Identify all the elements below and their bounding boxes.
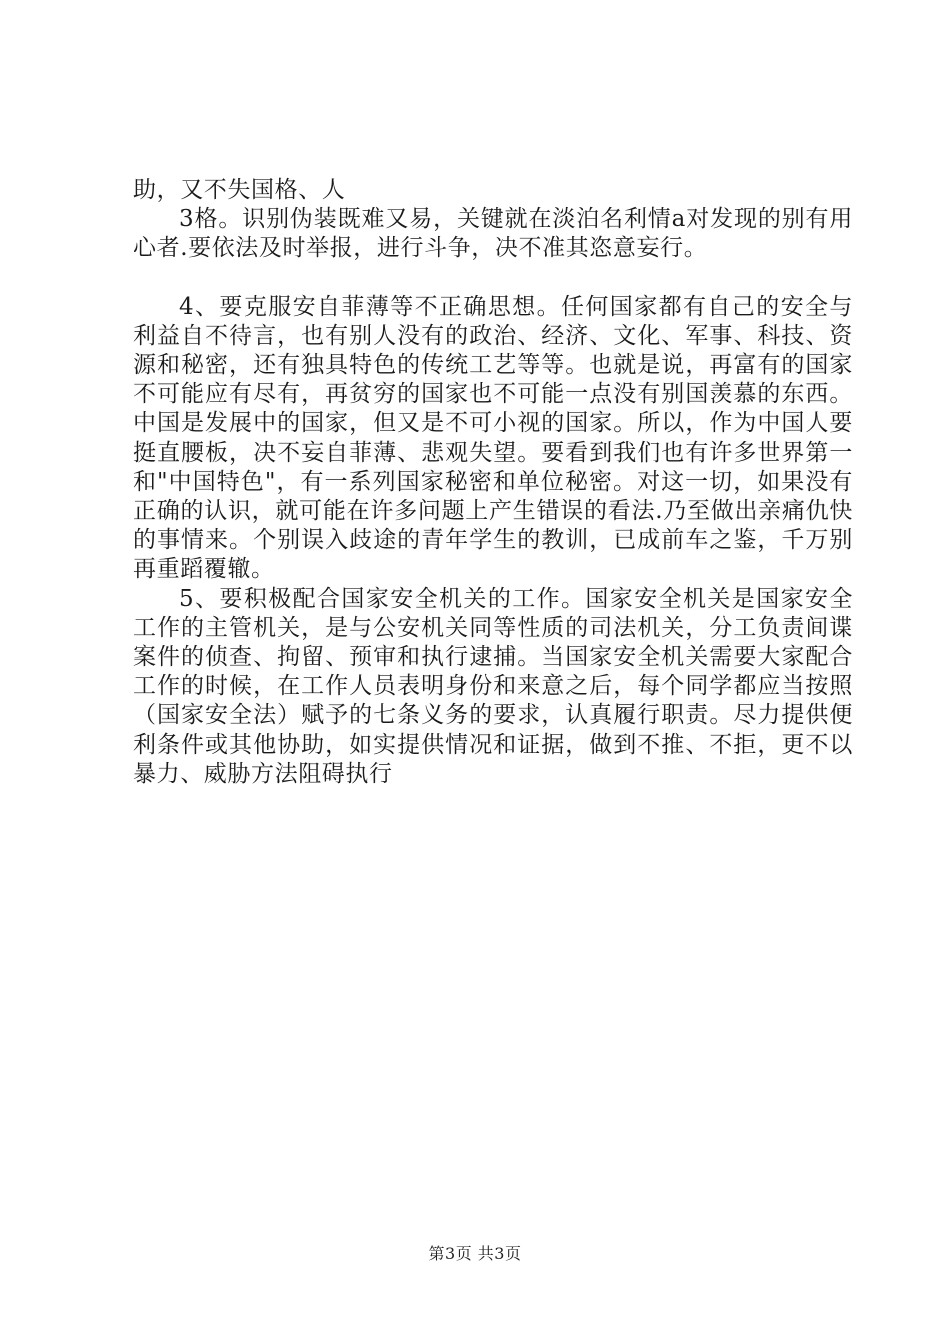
paragraph-continuation: 助，又不失国格、人 [133, 177, 346, 203]
page-number-footer: 第3页 共3页 [428, 1244, 522, 1263]
paragraph-spacer [133, 264, 853, 293]
paragraph-point-5: 5、要积极配合国家安全机关的工作。国家安全机关是国家安全工作的主管机关，是与公安机关同等性质的司法机关，分工负责间谍案件的侦查、拘留、预审和执行逮捕。当国家安全机关需要大家配合工作的时候，在工作人员表明身份和来意之后，每个同学都应当按照（国家安全法）赋予的七条义务的要求，认真履行职责。尽力提供便利条件或其他协助，如实提供情况和证据，做到不推、不拒，更不以暴力、威胁方法阻碍执行 [133, 585, 853, 787]
paragraph-point-4: 4、要克服安自菲薄等不正确思想。任何国家都有自己的安全与利益自不待言，也有别人没有的政治、经济、文化、军事、科技、资源和秘密，还有独具特色的传统工艺等等。也就是说，再富有的国家不可能应有尽有，再贫穷的国家也不可能一点没有别国羡慕的东西。中国是发展中的国家，但又是不可小视的国家。所以，作为中国人要挺直腰板，决不妄自菲薄、悲观失望。要看到我们也有许多世界第一和"中国特色"，有一系列国家秘密和单位秘密。对这一切，如果没有正确的认识，就可能在许多问题上产生错误的看法.乃至做出亲痛仇快的事情来。个别误入歧途的青年学生的教训，已成前车之鉴，千万别再重蹈覆辙。 [133, 293, 853, 583]
document-body [133, 176, 853, 789]
paragraph-point-3-end: 3格。识别伪装既难又易，关键就在淡泊名利情a对发现的别有用心者.要依法及时举报，进行斗争，决不准其恣意妄行。 [133, 206, 853, 262]
